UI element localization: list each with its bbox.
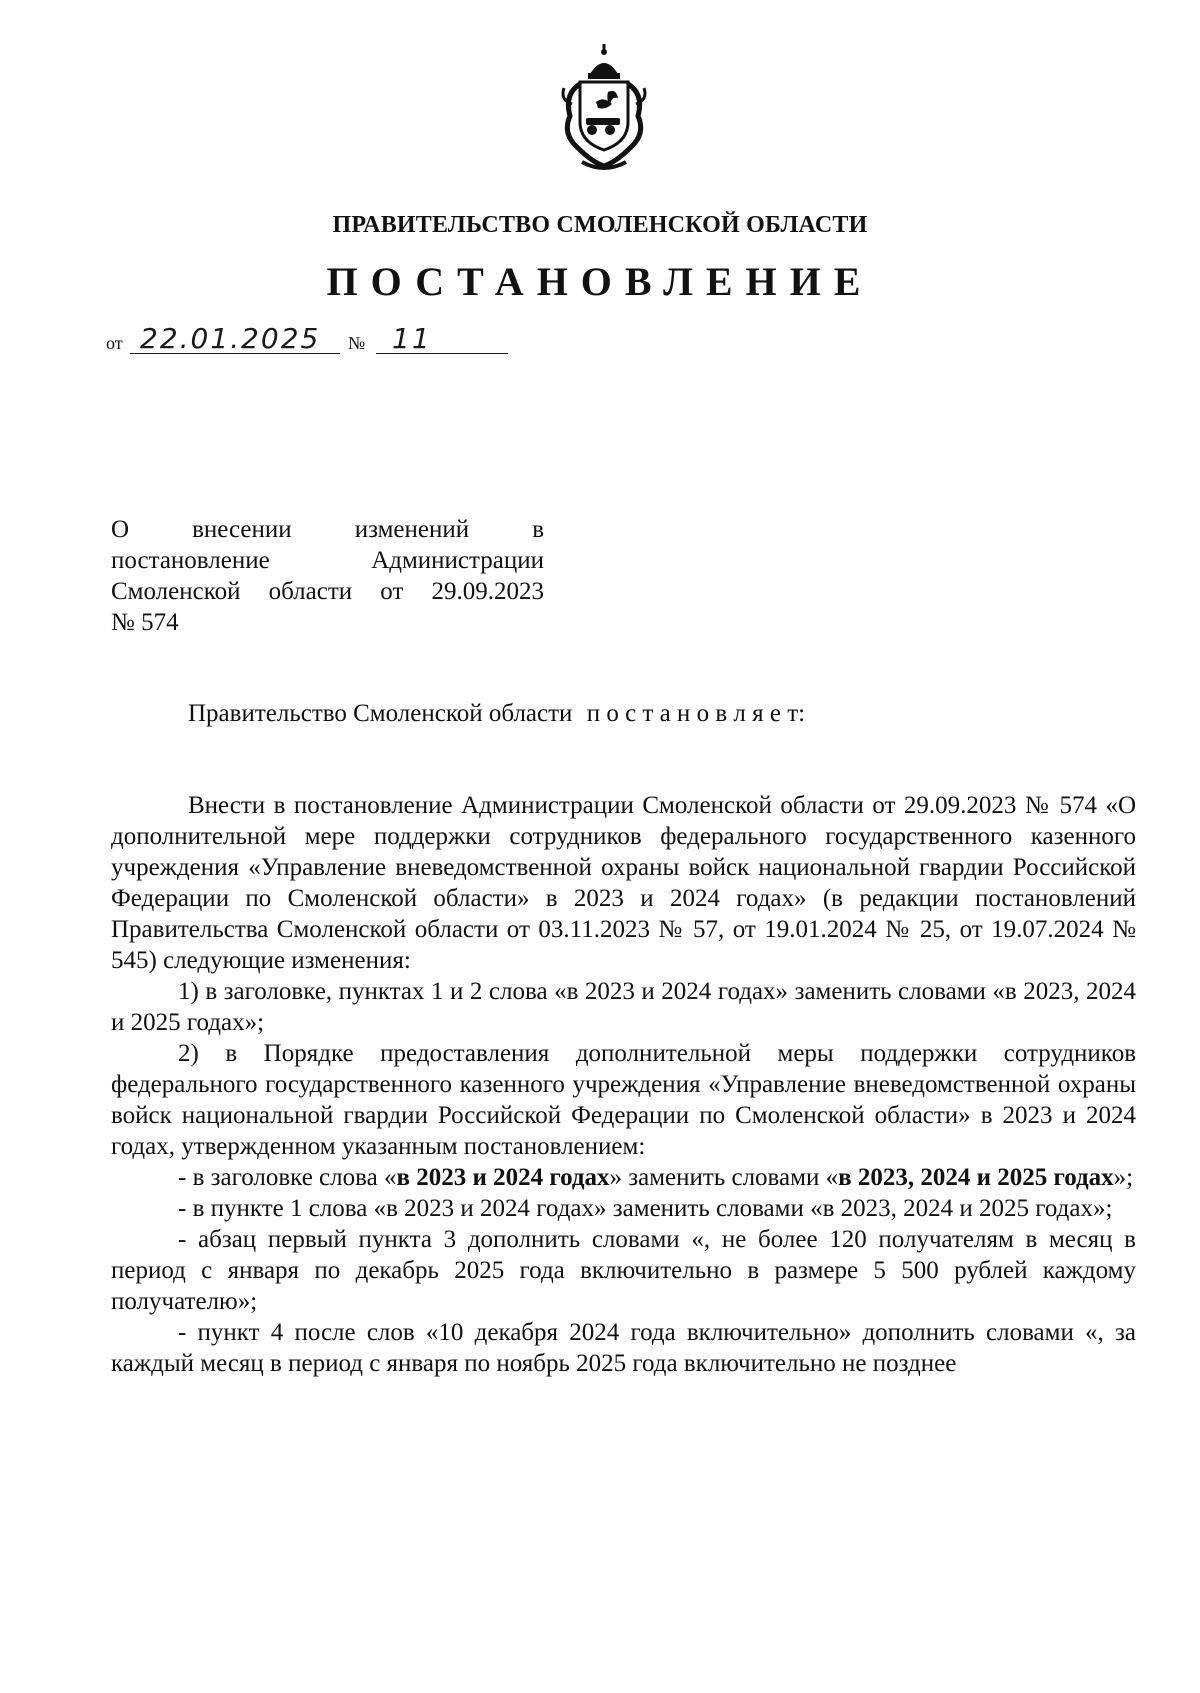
subitem-bold-text: в 2023, 2024 и 2025 годах (838, 1164, 1114, 1191)
body-item-1: 1) в заголовке, пунктах 1 и 2 слова «в 2023 и 2024 годах» заменить словами «в 2023, 2024 и 2025 годах»; (111, 978, 1136, 1036)
body-subitem-1 (111, 1162, 1136, 1193)
subitem-bold-text: в 2023 и 2024 годах (396, 1164, 610, 1191)
body-subitem-4: - пункт 4 после слов «10 декабря 2024 года включительно» дополнить словами «, за каждый месяц в период с января по ноябрь 2025 года включительно не позднее (111, 1319, 1136, 1377)
subject-line: О внесении изменений в (111, 516, 544, 543)
date-prefix: от (106, 333, 123, 353)
number-prefix: № (348, 333, 366, 353)
document-subject (111, 514, 544, 638)
subitem-text: - в заголовке слова « (178, 1164, 397, 1191)
preamble-text: Правительство Смоленской области (188, 700, 573, 727)
subitem-text: »; (1113, 1164, 1134, 1191)
subject-line: постановление Администрации (111, 547, 544, 574)
subject-line: Смоленской области от 29.09.2023 (111, 578, 544, 605)
body-subitem-3: - абзац первый пункта 3 дополнить словами «, не более 120 получателям в месяц в период с января по декабрь 2025 года включительно в размере 5 500 рублей каждому получателю»; (111, 1226, 1136, 1315)
preamble (188, 700, 805, 728)
handwritten-number: 11 (392, 322, 432, 355)
document-type-title: ПОСТАНОВЛЕНИЕ (326, 259, 874, 304)
document-body (111, 790, 1136, 1379)
organization-title: ПРАВИТЕЛЬСТВО СМОЛЕНСКОЙ ОБЛАСТИ (332, 212, 868, 238)
handwritten-date: 22.01.2025 (140, 322, 321, 355)
preamble-resolves: п о с т а н о в л я е т: (586, 700, 806, 727)
body-intro-paragraph: Внести в постановление Администрации Смоленской области от 29.09.2023 № 574 «О дополнительной мере поддержки сотрудников федерального государственного казенного учреждения «Управление вневедомственной охраны войск национальной гвардии Российской Федерации по Смоленской области» в 2023 и 2024 годах» (в редакции постановлений Правительства Смоленской области от 03.11.2023 № 57, от 19.01.2024 № 25, от 19.07.2024 № 545) следующие изменения: (111, 792, 1136, 974)
subject-line: № 574 (111, 609, 179, 636)
date-number-line (106, 324, 566, 364)
smolensk-coat-of-arms-icon (552, 44, 657, 174)
body-item-2: 2) в Порядке предоставления дополнительной меры поддержки сотрудников федерального государственного казенного учреждения «Управление вневедомственной охраны войск национальной гвардии Российской Федерации по Смоленской области» в 2023 и 2024 годах, утвержденном указанным постановлением: (111, 1040, 1136, 1160)
body-subitem-2: - в пункте 1 слова «в 2023 и 2024 годах» заменить словами «в 2023, 2024 и 2025 годах»; (178, 1195, 1113, 1222)
subitem-text: » заменить словами « (609, 1164, 839, 1191)
